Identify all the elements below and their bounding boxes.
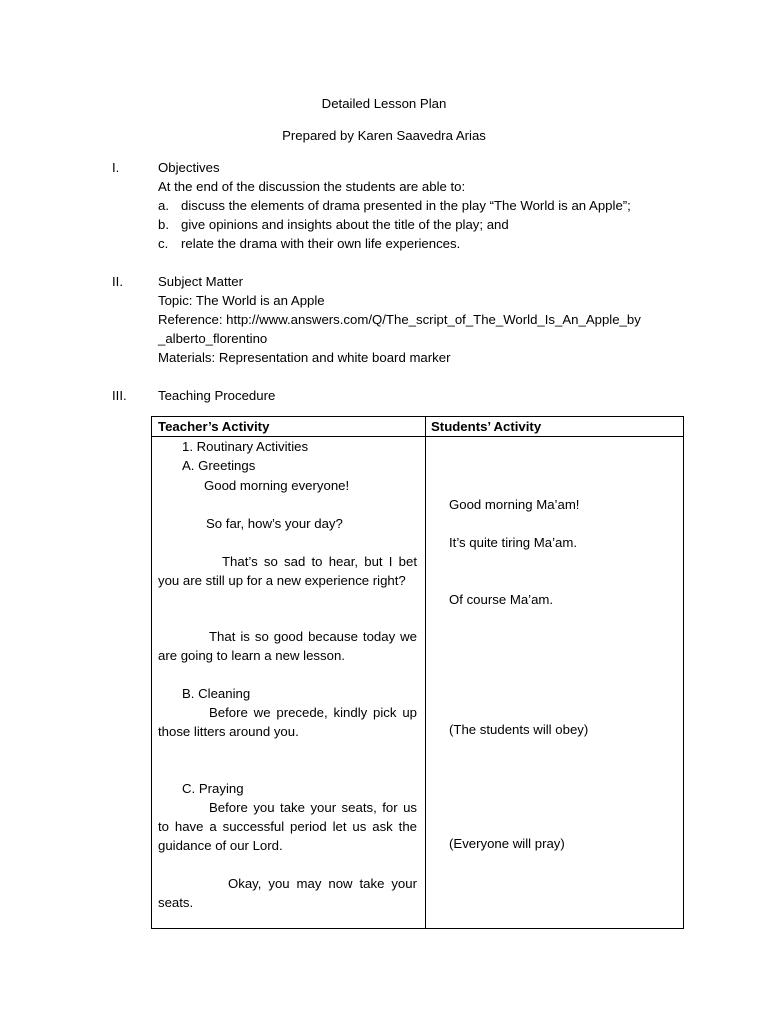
teacher-sad-to-hear: That’s so sad to hear, but I bet you are still up for a new experience right?	[158, 554, 417, 588]
objective-item: relate the drama with their own life experiences.	[181, 236, 461, 251]
column-divider	[425, 417, 426, 928]
teacher-activity-header: Teacher’s Activity	[158, 419, 270, 434]
teacher-good-morning: Good morning everyone!	[204, 478, 350, 493]
objective-item: give opinions and insights about the title of the play; and	[181, 217, 509, 232]
section-number-subject-matter: II.	[112, 274, 123, 289]
students-pray: (Everyone will pray)	[449, 836, 565, 851]
greetings-heading: A. Greetings	[182, 458, 256, 473]
section-number-teaching-procedure: III.	[112, 388, 127, 403]
students-of-course: Of course Ma’am.	[449, 592, 554, 607]
students-activity-header: Students’ Activity	[431, 419, 542, 434]
section-heading-teaching-procedure: Teaching Procedure	[158, 388, 276, 403]
routinary-activities: 1. Routinary Activities	[182, 439, 309, 454]
objective-letter: b.	[158, 217, 169, 232]
objectives-intro: At the end of the discussion the students are able to:	[158, 179, 466, 194]
students-obey: (The students will obey)	[449, 722, 589, 737]
objective-letter: a.	[158, 198, 169, 213]
objective-letter: c.	[158, 236, 169, 251]
activity-table	[151, 416, 684, 929]
section-heading-objectives: Objectives	[158, 160, 220, 175]
praying-heading: C. Praying	[182, 781, 244, 796]
section-heading-subject-matter: Subject Matter	[158, 274, 244, 289]
subject-reference-continued: _alberto_florentino	[158, 331, 268, 346]
objective-item: discuss the elements of drama presented in the play “The World is an Apple”;	[181, 198, 631, 213]
cleaning-heading: B. Cleaning	[182, 686, 251, 701]
teacher-praying-text: Before you take your seats, for us to have a successful period let us ask the guidance of our Lord.	[158, 800, 417, 853]
subject-reference: Reference: http://www.answers.com/Q/The_script_of_The_World_Is_An_Apple_by	[158, 312, 641, 327]
teacher-so-good: That is so good because today we are going to learn a new lesson.	[158, 629, 417, 663]
subject-materials: Materials: Representation and white board marker	[158, 350, 451, 365]
teacher-take-seats: Okay, you may now take your seats.	[158, 876, 417, 910]
section-number-objectives: I.	[112, 160, 120, 175]
document-title: Detailed Lesson Plan	[321, 96, 447, 111]
subject-topic: Topic: The World is an Apple	[158, 293, 325, 308]
students-good-morning: Good morning Ma’am!	[449, 497, 580, 512]
teacher-so-far: So far, how’s your day?	[206, 516, 343, 531]
author-line: Prepared by Karen Saavedra Arias	[282, 128, 486, 143]
teacher-cleaning-text: Before we precede, kindly pick up those litters around you.	[158, 705, 417, 739]
students-tiring: It’s quite tiring Ma’am.	[449, 535, 578, 550]
